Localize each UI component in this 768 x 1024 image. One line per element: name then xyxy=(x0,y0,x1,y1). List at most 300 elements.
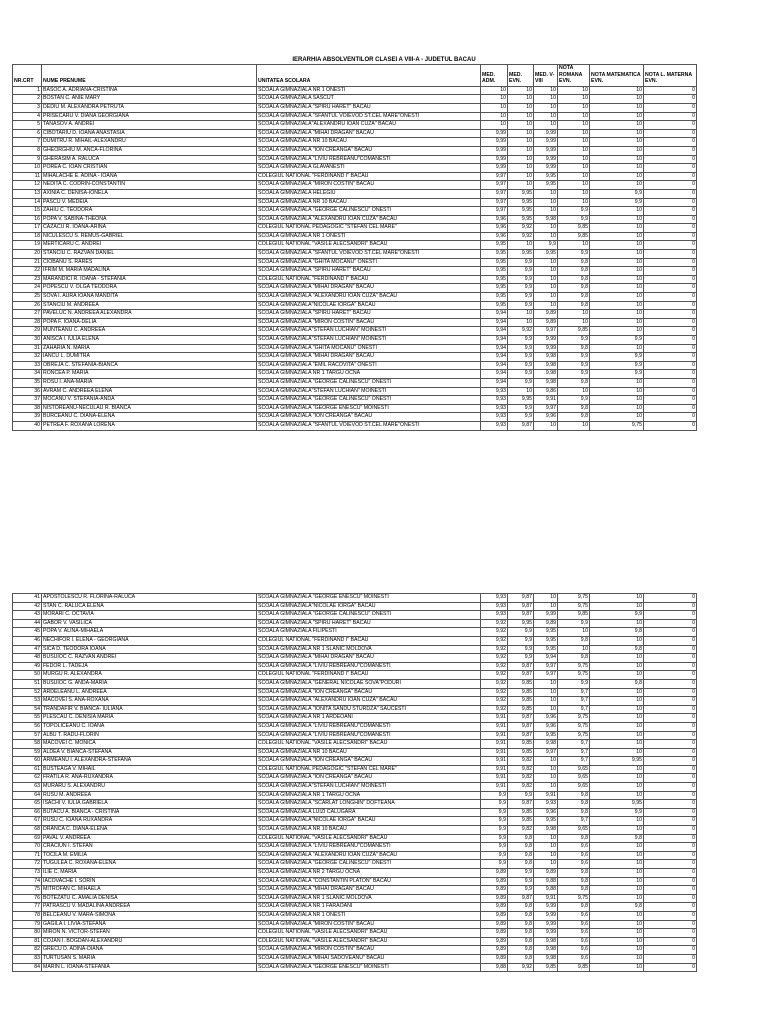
table-row xyxy=(13,800,697,809)
cell-name: ZAHIU C. TEODORA xyxy=(42,207,257,216)
cell-name: STANCIU M. ANDREEA xyxy=(42,301,257,310)
cell-med-evn: 9,92 xyxy=(508,963,534,972)
cell-med-evn: 9,87 xyxy=(508,602,534,611)
cell-med-v-viii: 9,95 xyxy=(534,181,558,190)
table-row xyxy=(13,834,697,843)
cell-school: SCOALA GIMNAZIALA NR 10 BACAU xyxy=(257,138,481,147)
cell-school: SCOALA GIMNAZIALA NR 1 SLANIC MOLDOVA xyxy=(257,894,481,903)
cell-nota-matematica: 10 xyxy=(590,602,644,611)
cell-med-v-viii: 10 xyxy=(534,860,558,869)
cell-school: COLEGIUL NATIONAL "VASILE ALECSANDRI" BACAU xyxy=(257,740,481,749)
cell-name: AXINIA C. DENISA-IONELA xyxy=(42,189,257,198)
cell-med-evn: 9,8 xyxy=(508,903,534,912)
cell-nota-matematica: 10 xyxy=(590,181,644,190)
cell-nr-crt: 24 xyxy=(13,284,42,293)
cell-nota-matematica: 10 xyxy=(590,774,644,783)
cell-nr-crt: 4 xyxy=(13,112,42,121)
cell-med-v-viii: 9,95 xyxy=(534,636,558,645)
cell-nota-matematica: 10 xyxy=(590,215,644,224)
cell-med-adm: 9,94 xyxy=(481,378,508,387)
cell-med-adm: 9,99 xyxy=(481,164,508,173)
cell-med-evn: 9,87 xyxy=(508,611,534,620)
cell-med-adm: 9,97 xyxy=(481,172,508,181)
cell-med-adm: 10 xyxy=(481,95,508,104)
cell-nota-matematica: 9,95 xyxy=(590,800,644,809)
cell-nr-crt: 7 xyxy=(13,138,42,147)
cell-nota-materna: 0 xyxy=(644,920,697,929)
cell-nota-materna: 0 xyxy=(644,103,697,112)
cell-nr-crt: 8 xyxy=(13,146,42,155)
cell-med-evn: 9,85 xyxy=(508,697,534,706)
cell-nota-romana: 9,75 xyxy=(558,594,590,603)
cell-nr-crt: 69 xyxy=(13,834,42,843)
cell-nota-romana: 10 xyxy=(558,421,590,430)
cell-nota-materna: 0 xyxy=(644,817,697,826)
cell-nota-romana: 10 xyxy=(558,198,590,207)
cell-school: SCOALA GIMNAZIALA"NICOLAE IORGA" BACAU xyxy=(257,817,481,826)
cell-school: SCOALA GIMNAZIALA "GHITA MOCANU" ONESTI xyxy=(257,344,481,353)
cell-nota-matematica: 10 xyxy=(590,929,644,938)
cell-nota-matematica: 10 xyxy=(590,731,644,740)
cell-nota-romana: 9,8 xyxy=(558,834,590,843)
cell-school: SCOALA GIMNAZIALA NR 1 FARAOANI xyxy=(257,903,481,912)
cell-nota-materna: 0 xyxy=(644,645,697,654)
cell-nota-materna: 0 xyxy=(644,327,697,336)
cell-med-adm: 9,93 xyxy=(481,387,508,396)
cell-nota-materna: 0 xyxy=(644,370,697,379)
cell-nota-materna: 0 xyxy=(644,714,697,723)
cell-med-v-viii: 9,98 xyxy=(534,740,558,749)
cell-school: SCOALA GIMNAZIALA "SCARLAT LONGHIN" DOFTEANA xyxy=(257,800,481,809)
cell-nr-crt: 21 xyxy=(13,258,42,267)
table-header xyxy=(13,65,697,87)
cell-nr-crt: 9 xyxy=(13,155,42,164)
cell-med-v-viii: 10 xyxy=(534,765,558,774)
cell-nota-materna: 0 xyxy=(644,662,697,671)
cell-med-adm: 9,95 xyxy=(481,293,508,302)
cell-nr-crt: 48 xyxy=(13,654,42,663)
cell-school: SCOALA GIMNAZIALA "LIVIU REBREANU"COMANESTI xyxy=(257,722,481,731)
cell-med-adm: 9,9 xyxy=(481,817,508,826)
cell-med-v-viii: 9,99 xyxy=(534,155,558,164)
cell-name: BUSUIOC C. RAZVAN ANDREI xyxy=(42,654,257,663)
table-row xyxy=(13,275,697,284)
cell-nr-crt: 41 xyxy=(13,594,42,603)
cell-med-adm: 9,9 xyxy=(481,860,508,869)
cell-med-adm: 9,89 xyxy=(481,886,508,895)
table-row xyxy=(13,413,697,422)
cell-med-adm: 9,95 xyxy=(481,275,508,284)
cell-nota-materna: 0 xyxy=(644,232,697,241)
cell-med-adm: 9,95 xyxy=(481,258,508,267)
cell-name: MURGU R. ALEXANDRA xyxy=(42,671,257,680)
cell-nr-crt: 79 xyxy=(13,920,42,929)
cell-nr-crt: 37 xyxy=(13,396,42,405)
cell-med-v-viii: 10 xyxy=(534,705,558,714)
cell-nota-materna: 0 xyxy=(644,413,697,422)
cell-nota-matematica: 10 xyxy=(590,654,644,663)
header-name: NUME PRENUME xyxy=(42,65,257,87)
cell-school: SCOALA GIMNAZIALA GLAVANESTI xyxy=(257,164,481,173)
cell-med-adm: 9,92 xyxy=(481,679,508,688)
cell-name: POPESCU V. OLGA TEODORA xyxy=(42,284,257,293)
cell-school: SCOALA GIMNAZIALA "SPIRU HARET" BACAU xyxy=(257,267,481,276)
cell-school: SCOALA GIMNAZIALA "LIVIU REBREANU"COMANESTI xyxy=(257,155,481,164)
cell-med-adm: 9,91 xyxy=(481,748,508,757)
cell-med-v-viii: 10 xyxy=(534,284,558,293)
table-row xyxy=(13,662,697,671)
cell-med-evn: 9,87 xyxy=(508,421,534,430)
table-row xyxy=(13,731,697,740)
cell-school: SCOALA GIMNAZIALA "CONSTANTIN PLATON" BACAU xyxy=(257,877,481,886)
cell-name: BOSTAN C. ANIE MARY xyxy=(42,95,257,104)
cell-med-evn: 9,82 xyxy=(508,765,534,774)
cell-nota-matematica: 10 xyxy=(590,293,644,302)
table-row xyxy=(13,361,697,370)
cell-school: SCOALA GIMNAZIALA"STEFAN LUCHIAN" MOINESTI xyxy=(257,387,481,396)
cell-med-evn: 9,8 xyxy=(508,843,534,852)
cell-nota-matematica: 10 xyxy=(590,207,644,216)
cell-nr-crt: 11 xyxy=(13,172,42,181)
cell-nr-crt: 43 xyxy=(13,611,42,620)
cell-nota-materna: 0 xyxy=(644,146,697,155)
cell-nr-crt: 77 xyxy=(13,903,42,912)
cell-nota-matematica: 9,9 xyxy=(590,611,644,620)
cell-med-adm: 9,91 xyxy=(481,783,508,792)
cell-nr-crt: 1 xyxy=(13,86,42,95)
table-row xyxy=(13,843,697,852)
table-row xyxy=(13,714,697,723)
table-row xyxy=(13,181,697,190)
cell-nr-crt: 58 xyxy=(13,740,42,749)
cell-nota-matematica: 10 xyxy=(590,396,644,405)
cell-nr-crt: 54 xyxy=(13,705,42,714)
cell-med-v-viii: 10 xyxy=(534,121,558,130)
cell-med-adm: 10 xyxy=(481,86,508,95)
cell-name: CIOBANU S. RARES xyxy=(42,258,257,267)
cell-med-v-viii: 9,98 xyxy=(534,361,558,370)
cell-med-evn: 9,85 xyxy=(508,679,534,688)
cell-med-v-viii: 9,89 xyxy=(534,310,558,319)
cell-school: SCOALA GIMNAZIALA "SPIRU HARET" BACAU xyxy=(257,619,481,628)
cell-nota-romana: 9,8 xyxy=(558,903,590,912)
table-row xyxy=(13,697,697,706)
cell-nota-romana: 9,65 xyxy=(558,783,590,792)
table-row xyxy=(13,705,697,714)
cell-nota-matematica: 10 xyxy=(590,594,644,603)
cell-med-evn: 9,9 xyxy=(508,413,534,422)
cell-nota-materna: 0 xyxy=(644,851,697,860)
cell-nota-romana: 10 xyxy=(558,241,590,250)
cell-nota-romana: 10 xyxy=(558,628,590,637)
cell-name: GAGILA I. LIVIA-STEFANA xyxy=(42,920,257,929)
cell-school: SCOALA GIMNAZIALA "MIHAI DRAGAN" BACAU xyxy=(257,886,481,895)
cell-nota-materna: 0 xyxy=(644,731,697,740)
cell-med-evn: 9,82 xyxy=(508,783,534,792)
cell-med-v-viii: 10 xyxy=(534,602,558,611)
cell-med-v-viii: 9,98 xyxy=(534,215,558,224)
cell-nr-crt: 84 xyxy=(13,963,42,972)
cell-med-adm: 9,9 xyxy=(481,843,508,852)
cell-school: SCOALA GIMNAZIALA "ION CREANGA" BACAU xyxy=(257,757,481,766)
cell-med-v-viii: 9,98 xyxy=(534,826,558,835)
cell-nota-matematica: 10 xyxy=(590,636,644,645)
cell-nota-materna: 0 xyxy=(644,722,697,731)
cell-med-adm: 9,99 xyxy=(481,138,508,147)
cell-name: IACOVACHE I. SORIN xyxy=(42,877,257,886)
cell-med-evn: 10 xyxy=(508,95,534,104)
cell-nr-crt: 23 xyxy=(13,275,42,284)
cell-med-adm: 9,91 xyxy=(481,714,508,723)
cell-med-adm: 9,93 xyxy=(481,413,508,422)
cell-nota-matematica: 10 xyxy=(590,920,644,929)
cell-nr-crt: 20 xyxy=(13,250,42,259)
table-row xyxy=(13,920,697,929)
cell-school: SCOALA GIMNAZIALA "MIHAI DRAGAN" BACAU xyxy=(257,654,481,663)
cell-school: SCOALA GIMNAZIALA "ION CREANGA" BACAU xyxy=(257,774,481,783)
cell-nota-romana: 9,9 xyxy=(558,679,590,688)
cell-nota-materna: 0 xyxy=(644,619,697,628)
cell-name: ANISCA I. IULIA ELENA xyxy=(42,336,257,345)
cell-nr-crt: 71 xyxy=(13,851,42,860)
table-row xyxy=(13,370,697,379)
cell-name: ARDELEANU L. ANDREEA xyxy=(42,688,257,697)
cell-nr-crt: 59 xyxy=(13,748,42,757)
cell-med-adm: 9,93 xyxy=(481,594,508,603)
cell-nota-romana: 10 xyxy=(558,146,590,155)
cell-nota-romana: 9,8 xyxy=(558,800,590,809)
table-row xyxy=(13,284,697,293)
cell-school: SCOALA GIMNAZIALA "SFANTUL VOIEVOD ST.CEL MARE"ONESTI xyxy=(257,421,481,430)
cell-nr-crt: 51 xyxy=(13,679,42,688)
cell-med-adm: 9,96 xyxy=(481,224,508,233)
cell-med-evn: 10 xyxy=(508,155,534,164)
cell-nota-romana: 9,8 xyxy=(558,293,590,302)
cell-name: CAZACU R. IOANA-ARINA xyxy=(42,224,257,233)
table-row xyxy=(13,903,697,912)
table-row xyxy=(13,671,697,680)
cell-nr-crt: 19 xyxy=(13,241,42,250)
cell-nota-romana: 10 xyxy=(558,387,590,396)
cell-name: ALDEA V. BIANCA-STEFANA xyxy=(42,748,257,757)
cell-nota-matematica: 10 xyxy=(590,404,644,413)
cell-name: TURTUSAN S. MARIA xyxy=(42,954,257,963)
cell-nota-materna: 0 xyxy=(644,903,697,912)
cell-nota-matematica: 10 xyxy=(590,267,644,276)
cell-med-v-viii: 9,93 xyxy=(534,800,558,809)
cell-nota-matematica: 9,9 xyxy=(590,189,644,198)
cell-school: COLEGIUL NATIONAL "FERDINAND I" BACAU xyxy=(257,671,481,680)
cell-med-adm: 9,92 xyxy=(481,671,508,680)
cell-med-evn: 10 xyxy=(508,387,534,396)
cell-med-v-viii: 10 xyxy=(534,267,558,276)
cell-med-v-viii: 9,99 xyxy=(534,336,558,345)
cell-med-evn: 9,9 xyxy=(508,267,534,276)
cell-med-adm: 9,95 xyxy=(481,284,508,293)
cell-school: COLEGIUL NATIONAL "VASILE ALECSANDRI" BACAU xyxy=(257,241,481,250)
cell-nota-romana: 9,7 xyxy=(558,688,590,697)
table-row xyxy=(13,654,697,663)
cell-nr-crt: 64 xyxy=(13,791,42,800)
cell-nota-matematica: 10 xyxy=(590,241,644,250)
cell-med-v-viii: 10 xyxy=(534,783,558,792)
cell-nota-romana: 9,75 xyxy=(558,722,590,731)
cell-med-adm: 9,89 xyxy=(481,894,508,903)
cell-nota-matematica: 10 xyxy=(590,112,644,121)
cell-name: SOVA I. AURA IOANA MANDITA xyxy=(42,293,257,302)
cell-nota-matematica: 9,9 xyxy=(590,353,644,362)
cell-med-v-viii: 9,85 xyxy=(534,963,558,972)
cell-med-adm: 9,94 xyxy=(481,353,508,362)
cell-nota-matematica: 10 xyxy=(590,138,644,147)
cell-med-adm: 10 xyxy=(481,121,508,130)
table-row xyxy=(13,138,697,147)
cell-nota-romana: 9,7 xyxy=(558,757,590,766)
cell-med-v-viii: 9,88 xyxy=(534,877,558,886)
cell-name: BOTEZATU C. AMALIA DENISA xyxy=(42,894,257,903)
cell-nota-matematica: 10 xyxy=(590,791,644,800)
cell-med-evn: 10 xyxy=(508,318,534,327)
cell-med-v-viii: 10 xyxy=(534,774,558,783)
cell-med-evn: 9,95 xyxy=(508,619,534,628)
cell-med-evn: 9,85 xyxy=(508,740,534,749)
cell-school: SCOALA GIMNAZIALA "GHITA MOCANU" ONESTI xyxy=(257,258,481,267)
table-row xyxy=(13,740,697,749)
cell-med-v-viii: 10 xyxy=(534,293,558,302)
table-row xyxy=(13,421,697,430)
cell-med-adm: 9,94 xyxy=(481,344,508,353)
cell-nr-crt: 14 xyxy=(13,198,42,207)
cell-nota-matematica: 9,8 xyxy=(590,903,644,912)
cell-name: TOPOLICEANU C. IOANA xyxy=(42,722,257,731)
cell-nota-matematica: 10 xyxy=(590,722,644,731)
cell-nota-matematica: 10 xyxy=(590,946,644,955)
cell-nota-matematica: 10 xyxy=(590,387,644,396)
cell-nota-materna: 0 xyxy=(644,954,697,963)
cell-nota-matematica: 10 xyxy=(590,258,644,267)
cell-nota-matematica: 10 xyxy=(590,378,644,387)
table-row xyxy=(13,112,697,121)
cell-nota-romana: 9,9 xyxy=(558,370,590,379)
cell-nota-materna: 0 xyxy=(644,688,697,697)
cell-school: SCOALA GIMNAZIALA NR 1 ONESTI xyxy=(257,911,481,920)
cell-med-v-viii: 9,97 xyxy=(534,662,558,671)
cell-nr-crt: 33 xyxy=(13,361,42,370)
cell-school: COLEGIUL NATIONAL PEDAGOGIC "STEFAN CEL MARE" xyxy=(257,224,481,233)
cell-nr-crt: 36 xyxy=(13,387,42,396)
cell-nota-romana: 9,7 xyxy=(558,697,590,706)
cell-nr-crt: 18 xyxy=(13,232,42,241)
cell-name: GABOR V. VASILICA xyxy=(42,619,257,628)
cell-med-v-viii: 9,96 xyxy=(534,808,558,817)
table-row xyxy=(13,232,697,241)
cell-med-evn: 9,9 xyxy=(508,378,534,387)
cell-school: SCOALA GIMNAZIALA "ION CREANGA" BACAU xyxy=(257,413,481,422)
cell-med-v-viii: 10 xyxy=(534,207,558,216)
cell-nr-crt: 15 xyxy=(13,207,42,216)
table-row xyxy=(13,250,697,259)
cell-school: SCOALA GIMNAZIALA "ALEXANDRU IOAN CUZA" BACAU xyxy=(257,293,481,302)
cell-med-adm: 9,94 xyxy=(481,370,508,379)
cell-school: SCOALA GIMNAZIALA NR 2 TARGU OCNA xyxy=(257,869,481,878)
cell-school: SCOALA GIMNAZIALA NR 1 ONESTI xyxy=(257,232,481,241)
cell-med-v-viii: 9,97 xyxy=(534,404,558,413)
cell-med-adm: 9,9 xyxy=(481,834,508,843)
cell-school: SCOALA GIMNAZIALA "LIVIU REBREANU"COMANESTI xyxy=(257,731,481,740)
cell-med-adm: 9,89 xyxy=(481,911,508,920)
cell-nota-materna: 0 xyxy=(644,172,697,181)
cell-nr-crt: 17 xyxy=(13,224,42,233)
table-row xyxy=(13,602,697,611)
cell-nota-romana: 9,9 xyxy=(558,361,590,370)
cell-name: POPA V. SABINA-THEONA xyxy=(42,215,257,224)
cell-med-adm: 9,99 xyxy=(481,155,508,164)
cell-med-v-viii: 10 xyxy=(534,112,558,121)
cell-med-adm: 9,91 xyxy=(481,731,508,740)
cell-med-v-viii: 9,97 xyxy=(534,671,558,680)
cell-nr-crt: 70 xyxy=(13,843,42,852)
cell-name: RONCEA P. MARIA xyxy=(42,370,257,379)
cell-nota-matematica: 10 xyxy=(590,619,644,628)
cell-med-evn: 10 xyxy=(508,310,534,319)
cell-name: MIRON N. VICTOR-STEFAN xyxy=(42,929,257,938)
cell-name: IFRIM M. MARIA MADALINA xyxy=(42,267,257,276)
cell-school: SCOALA GIMNAZIALA "EMIL RACOVITA" ONESTI xyxy=(257,361,481,370)
cell-med-evn: 9,8 xyxy=(508,851,534,860)
table-row xyxy=(13,267,697,276)
cell-med-adm: 9,92 xyxy=(481,619,508,628)
cell-nota-matematica: 10 xyxy=(590,705,644,714)
cell-nota-romana: 9,75 xyxy=(558,714,590,723)
cell-nota-romana: 9,75 xyxy=(558,731,590,740)
table-row xyxy=(13,95,697,104)
cell-nota-materna: 0 xyxy=(644,95,697,104)
table-row xyxy=(13,336,697,345)
cell-nota-materna: 0 xyxy=(644,937,697,946)
cell-nr-crt: 5 xyxy=(13,121,42,130)
cell-nota-matematica: 10 xyxy=(590,937,644,946)
cell-med-adm: 9,93 xyxy=(481,396,508,405)
cell-med-v-viii: 10 xyxy=(534,421,558,430)
cell-name: CRACIUN I. STEFAN xyxy=(42,843,257,852)
cell-name: ALBU T. RADU-FLORIN xyxy=(42,731,257,740)
cell-nota-matematica: 10 xyxy=(590,327,644,336)
table-row xyxy=(13,353,697,362)
cell-med-v-viii: 9,95 xyxy=(534,817,558,826)
cell-med-evn: 10 xyxy=(508,112,534,121)
cell-med-adm: 9,93 xyxy=(481,404,508,413)
cell-nota-matematica: 10 xyxy=(590,671,644,680)
cell-school: SCOALA GIMNAZIALA "MIRON COSTIN" BACAU xyxy=(257,920,481,929)
cell-nota-romana: 9,8 xyxy=(558,275,590,284)
cell-med-evn: 9,95 xyxy=(508,198,534,207)
cell-nota-matematica: 10 xyxy=(590,121,644,130)
cell-med-v-viii: 9,98 xyxy=(534,954,558,963)
cell-name: PASCU V. MEDEIA xyxy=(42,198,257,207)
cell-med-evn: 9,8 xyxy=(508,911,534,920)
header-school: UNITATEA SCOLARA xyxy=(257,65,481,87)
cell-nota-romana: 9,6 xyxy=(558,843,590,852)
cell-name: MORARI C. OCTAVIA xyxy=(42,611,257,620)
cell-med-v-viii: 10 xyxy=(534,301,558,310)
cell-med-adm: 9,92 xyxy=(481,628,508,637)
cell-school: COLEGIUL NATIONAL "FERDINAND I" BACAU xyxy=(257,172,481,181)
table-row xyxy=(13,344,697,353)
cell-nr-crt: 13 xyxy=(13,189,42,198)
cell-med-adm: 9,94 xyxy=(481,361,508,370)
table-row xyxy=(13,851,697,860)
cell-name: POPA F. IOANA-DELIA xyxy=(42,318,257,327)
